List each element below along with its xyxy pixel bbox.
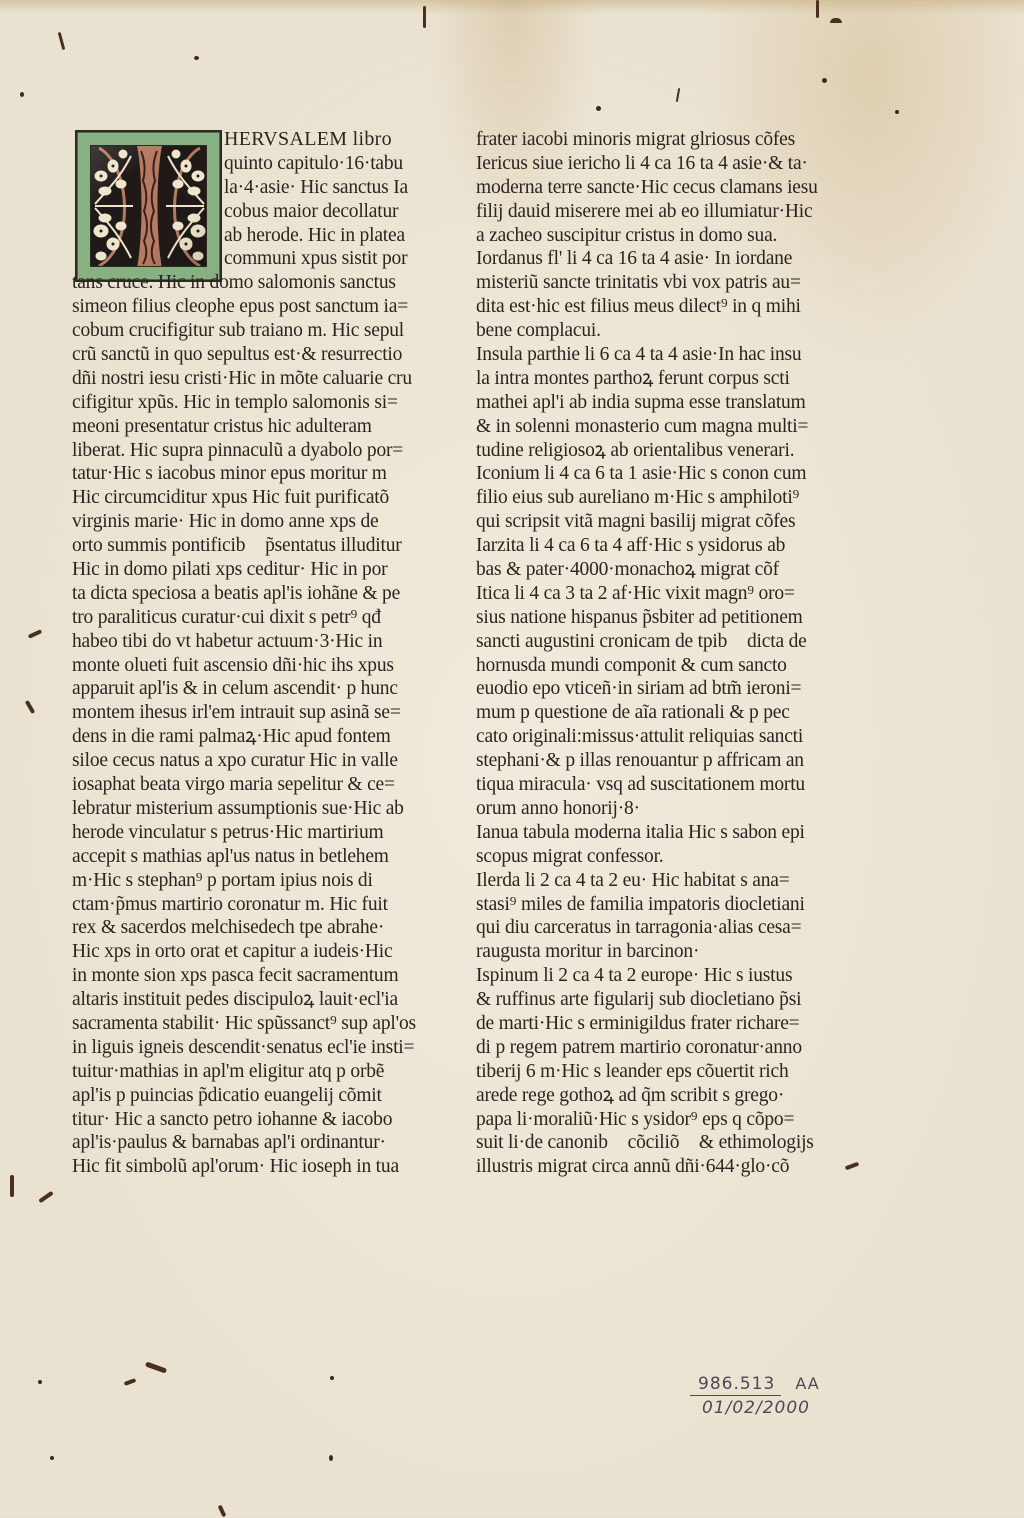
ink-speck — [20, 92, 24, 97]
text-line: tans cruce. Hic in domo salomonis sanctus — [72, 272, 396, 294]
shelfmark-suffix: AA — [795, 1374, 820, 1393]
text-line: Hic fit simbolũ apl'orum· Hic ioseph in tua — [72, 1156, 399, 1178]
text-line: bas & pater·4000·monachoꝝ migrat cõf — [476, 559, 779, 581]
text-line: Ianua tabula moderna italia Hic s sabon epi — [476, 821, 805, 843]
wormhole-mark — [25, 700, 35, 714]
wormhole-mark — [676, 88, 680, 102]
ink-speck — [330, 1376, 334, 1380]
text-line: m·Hic s stephan⁹ p portam ipius nois di — [72, 869, 373, 891]
text-line: raugusta moritur in barcinon· — [476, 941, 700, 963]
text-line: sacramenta stabilit· Hic spũssanct⁹ sup apl'os — [72, 1012, 416, 1034]
wormhole-mark — [830, 18, 842, 23]
text-line: tuitur·mathias in apl'm eligitur atq p orbẽ — [72, 1060, 385, 1082]
text-line: ta dicta speciosa a beatis apl'is iohãne & pe — [72, 582, 401, 604]
text-line: Hic xps in orto orat et capitur a iudeis·Hic — [72, 941, 393, 963]
text-line: mum p questione de aĩa rationali & p pec — [476, 702, 790, 724]
text-line: virginis marie· Hic in domo anne xps de — [72, 511, 379, 533]
text-line: Hic circumciditur xpus Hic fuit purificatõ — [72, 487, 390, 509]
ink-speck — [895, 110, 899, 114]
text-line: cobum crucifigitur sub traiano m. Hic sepul — [72, 320, 405, 342]
text-line: papa li·moraliũ·Hic s ysidor⁹ eps q cõpo= — [476, 1108, 795, 1130]
text-line: & in solenni monasterio cum magna multi= — [476, 415, 809, 437]
text-line: ab herode. Hic in platea — [224, 224, 405, 246]
text-line: rex & sacerdos melchisedech tpe abrahe· — [72, 917, 385, 939]
text-line: scopus migrat confessor. — [476, 845, 664, 867]
text-line: montem ihesus irl'em intrauit sup asinã se= — [72, 702, 401, 724]
text-line: stephani·& p illas renouantur p affricam an — [476, 750, 804, 772]
text-line: simeon filius cleophe epus post sanctum ia= — [72, 296, 409, 318]
text-line: di p regem patrem martirio coronatur·anno — [476, 1036, 802, 1058]
text-line: ctam·p̃mus martirio coronatur m. Hic fuit — [72, 893, 388, 915]
text-line: habeo tibi do vt habetur actuum·3·Hic in — [72, 630, 383, 652]
text-line: filij dauid miserere mei ab eo illumiatur·Hic — [476, 200, 813, 222]
text-line: siloe cecus natus a xpo curatur Hic in valle — [72, 750, 398, 772]
text-line: tatur·Hic s iacobus minor epus moritur m — [72, 463, 387, 485]
text-line: suit li·de canonib᷑ cõciliõꝝ & ethimologijs — [476, 1132, 814, 1154]
text-line: Itica li 4 ca 3 ta 2 af·Hic vixit magn⁹ oro= — [476, 582, 795, 604]
text-line: apl'is·paulus & barnabas apl'i ordinantur· — [72, 1132, 386, 1154]
text-line: liberat. Hic supra pinnaculũ a dyabolo por= — [72, 439, 404, 461]
text-line: tiberij 6 m·Hic s leander eps cõuertit rich — [476, 1060, 789, 1082]
text-line: lebratur misterium assumptionis sue·Hic ab — [72, 797, 404, 819]
text-line: filio eius sub aureliano m·Hic s amphiloti⁹ — [476, 487, 800, 509]
text-line: Iordanus fl' li 4 ca 16 ta 4 asie· In iordane — [476, 248, 793, 270]
wormhole-mark — [38, 1191, 53, 1203]
text-line: apparuit apl'is & in celum ascendit· p hunc — [72, 678, 398, 700]
text-line: mathei apl'i ab india supma esse translatum — [476, 391, 806, 413]
text-line: dens in die rami palmaꝝ·Hic apud fontem — [72, 726, 391, 748]
text-line: arede rege gothoꝝ ad q̃m scribit s grego· — [476, 1084, 785, 1106]
text-line: orto summis pontificib᷑ p̃sentatus illuditur — [72, 535, 402, 557]
text-line: Ispinum li 2 ca 4 ta 2 europe· Hic s iustus — [476, 965, 793, 987]
text-line: la intra montes parthoꝝ ferunt corpus scti — [476, 367, 790, 389]
ink-speck — [194, 56, 199, 60]
text-line: in monte sion xps pasca fecit sacramentum — [72, 965, 399, 987]
text-line: titur· Hic a sancto petro iohanne & iacobo — [72, 1108, 393, 1130]
text-line: tro paraliticus curatur·cui dixit s petr⁹ qđ — [72, 606, 381, 628]
text-line: iosaphat beata virgo maria sepelitur & ce= — [72, 774, 395, 796]
text-line: Iconium li 4 ca 6 ta 1 asie·Hic s conon cum — [476, 463, 807, 485]
text-line: qui scripsit vitã magni basilij migrat cõfes — [476, 511, 796, 533]
text-line: la·4·asie· Hic sanctus Ia — [224, 176, 408, 198]
text-line: cifigitur xpũs. Hic in templo salomonis si= — [72, 391, 398, 413]
text-line: meoni presentatur cristus hic adulteram — [72, 415, 372, 437]
text-column-right — [476, 128, 848, 1179]
text-line: dñi nostri iesu cristi·Hic in mõte caluarie cru — [72, 367, 412, 389]
text-line: monte olueti fuit ascensio dñi·hic ihs xpus — [72, 654, 394, 676]
page-top-edge-stain — [0, 0, 1024, 14]
text-line: Iericus siue iericho li 4 ca 16 ta 4 asie·& ta· — [476, 152, 808, 174]
text-line: HERVSALEM libro — [224, 128, 392, 150]
text-line: apl'is p puincias p̃dicatio euangelij cõmit — [72, 1084, 382, 1106]
text-line: in liguis igneis descendit·senatus ecl'ie insti= — [72, 1036, 415, 1058]
text-line: Iarzita li 4 ca 6 ta 4 aff·Hic s ysidorus ab — [476, 535, 786, 557]
text-line: moderna terre sancte·Hic cecus clamans iesu — [476, 176, 818, 198]
wormhole-mark — [145, 1361, 167, 1373]
text-line: quinto capitulo·16·tabu — [224, 152, 403, 174]
ink-speck — [50, 1456, 54, 1460]
text-line: orum anno honorij·8· — [476, 797, 640, 819]
wormhole-mark — [423, 6, 426, 28]
text-line: de marti·Hic s erminigildus frater richare= — [476, 1012, 800, 1034]
text-line: dita est·hic est filius meus dilect⁹ in q mihi — [476, 296, 801, 318]
text-line: qui diu carceratus in tarragonia·alias cesa= — [476, 917, 802, 939]
text-line: hornusda mundi componit & cum sancto — [476, 654, 787, 676]
accession-date: 01/02/2000 — [702, 1398, 810, 1418]
text-line: cobus maior decollatur — [224, 200, 399, 222]
wormhole-mark — [218, 1505, 227, 1518]
text-line: misteriũ sancte trinitatis vbi vox patris au= — [476, 272, 801, 294]
wormhole-mark — [10, 1175, 14, 1197]
text-line: stasi⁹ miles de familia impatoris diocletiani — [476, 893, 805, 915]
text-line: bene complacui. — [476, 320, 601, 342]
text-line: sius natione hispanus p̃sbiter ad petitionem — [476, 606, 803, 628]
ink-speck — [329, 1455, 333, 1461]
text-line: a zacheo suscipitur cristus in domo sua. — [476, 224, 778, 246]
wormhole-mark — [816, 0, 819, 18]
library-shelfmark-annotation — [690, 1374, 820, 1418]
text-line: Insula parthie li 6 ca 4 ta 4 asie·In hac insu — [476, 344, 802, 366]
text-line: Ilerda li 2 ca 4 ta 2 eu· Hic habitat s ana= — [476, 869, 790, 891]
text-line: frater iacobi minoris migrat glriosus cõfes — [476, 129, 796, 150]
text-line: altaris instituit pedes discipuloꝝ lauit·ecl'ia — [72, 989, 398, 1011]
text-line: illustris migrat circa annũ dñi·644·glo·cõ — [476, 1156, 790, 1178]
text-line: sancti augustini cronicam de tpib᷑ dicta de — [476, 630, 807, 652]
text-line: crũ sanctũ in quo sepultus est·& resurrectio — [72, 344, 403, 366]
text-line: herode vinculatur s petrus·Hic martirium — [72, 821, 384, 843]
text-line: tiqua miracula· vsq ad suscitationem mortu — [476, 774, 805, 796]
wormhole-mark — [28, 629, 42, 639]
wormhole-mark — [124, 1378, 137, 1386]
text-line: euodio epo vticeñ·in siriam ad btm̃ ieroni= — [476, 678, 802, 700]
text-line: accepit s mathias apl'us natus in betlehem — [72, 845, 389, 867]
ink-speck — [596, 106, 601, 111]
text-line: Hic in domo pilati xps ceditur· Hic in por — [72, 559, 388, 581]
text-line: cato originali:missus·attulit reliquias sancti — [476, 726, 804, 748]
text-line: & ruffinus arte figularij sub diocletiano p̃si — [476, 989, 802, 1011]
text-column-left — [72, 128, 444, 1179]
text-line: tudine religiosoꝝ ab orientalibus venerari. — [476, 439, 795, 461]
ink-speck — [38, 1380, 42, 1384]
text-line: communi xpus sistit por — [224, 248, 408, 270]
shelfmark-number: 986.513 — [690, 1374, 781, 1396]
ink-speck — [822, 78, 827, 83]
wormhole-mark — [58, 32, 66, 50]
